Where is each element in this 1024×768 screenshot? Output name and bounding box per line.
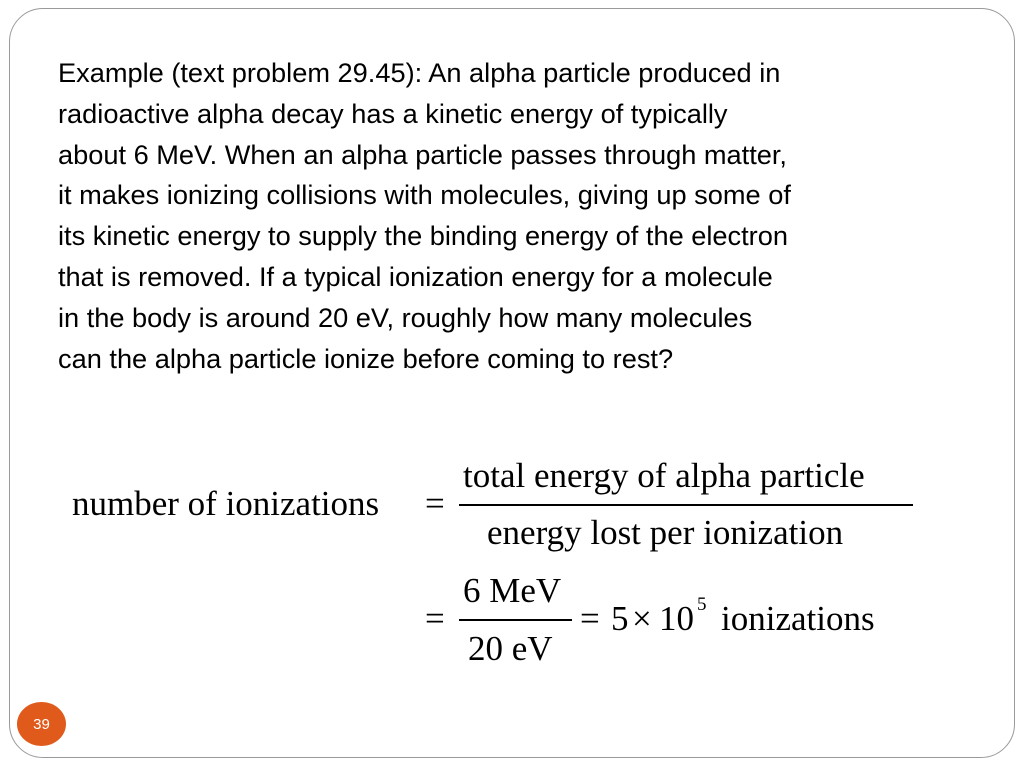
times-sign: × (632, 599, 652, 638)
problem-line: its kinetic energy to supply the binding energy of the electron (58, 220, 788, 252)
fraction-numerator: 6 MeV (463, 571, 562, 610)
problem-line: in the body is around 20 eV, roughly how many molecules (58, 301, 753, 333)
fraction-numerator: total energy of alpha particle (463, 456, 865, 495)
problem-line: Example (text problem 29.45): An alpha particle produced in (58, 57, 781, 88)
problem-line: that is removed. If a typical ionization energy for a molecule (58, 260, 773, 292)
fraction-bar (459, 504, 913, 506)
equals-sign: = (425, 484, 445, 523)
result-unit: ionizations (721, 599, 875, 638)
equals-sign: = (580, 599, 600, 638)
result-exponent: 5 (697, 594, 707, 615)
fraction-denominator: 20 eV (468, 629, 553, 668)
result-coefficient: 5 (611, 599, 629, 638)
result-base: 10 (659, 599, 694, 638)
equation-lhs: number of ionizations (72, 484, 380, 523)
problem-line: radioactive alpha decay has a kinetic energy of typically (58, 97, 728, 129)
slide-number-badge (17, 702, 66, 746)
problem-text (58, 53, 998, 379)
problem-line: it makes ionizing collisions with molecules, giving up some of (58, 179, 791, 211)
problem-line: can the alpha particle ionize before coming to rest? (58, 342, 674, 374)
equals-sign: = (425, 599, 445, 638)
slide-number: 39 (33, 715, 50, 733)
problem-line: about 6 MeV. When an alpha particle passes through matter, (58, 138, 787, 170)
fraction-bar (459, 619, 572, 621)
fraction-denominator: energy lost per ionization (487, 513, 844, 552)
